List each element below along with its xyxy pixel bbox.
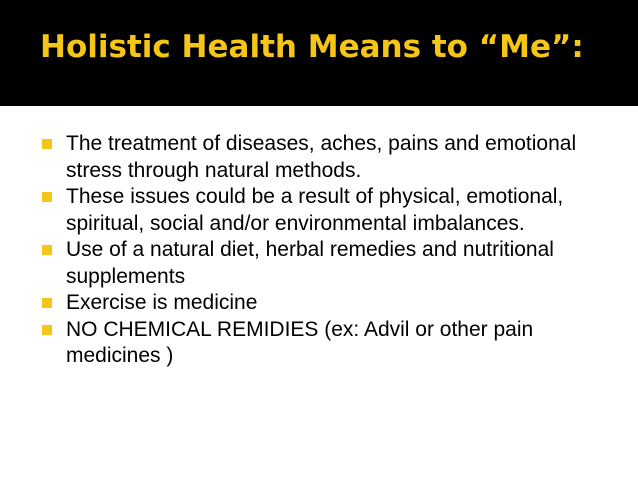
square-bullet-icon [42,192,52,202]
square-bullet-icon [42,325,52,335]
bullet-text: Use of a natural diet, herbal remedies and nutritional supplements [66,238,554,288]
bullet-item [40,184,620,237]
bullet-text: Exercise is medicine [66,291,258,314]
square-bullet-icon [42,139,52,149]
bullet-text: The treatment of diseases, aches, pains and emotional stress through natural methods. [66,132,577,182]
bullet-text: These issues could be a result of physical, emotional, spiritual, social and/or environmental imbalances. [66,185,564,235]
bullet-item [40,317,620,370]
bullet-item [40,131,620,184]
square-bullet-icon [42,298,52,308]
title-bar [0,0,638,106]
slide-title: Holistic Health Means to “Me”: [40,29,584,65]
bullet-item [40,237,620,290]
bullet-list [40,131,620,370]
square-bullet-icon [42,245,52,255]
bullet-text: NO CHEMICAL REMIDIES (ex: Advil or other pain medicines ) [66,317,534,367]
bullet-item [40,290,620,317]
